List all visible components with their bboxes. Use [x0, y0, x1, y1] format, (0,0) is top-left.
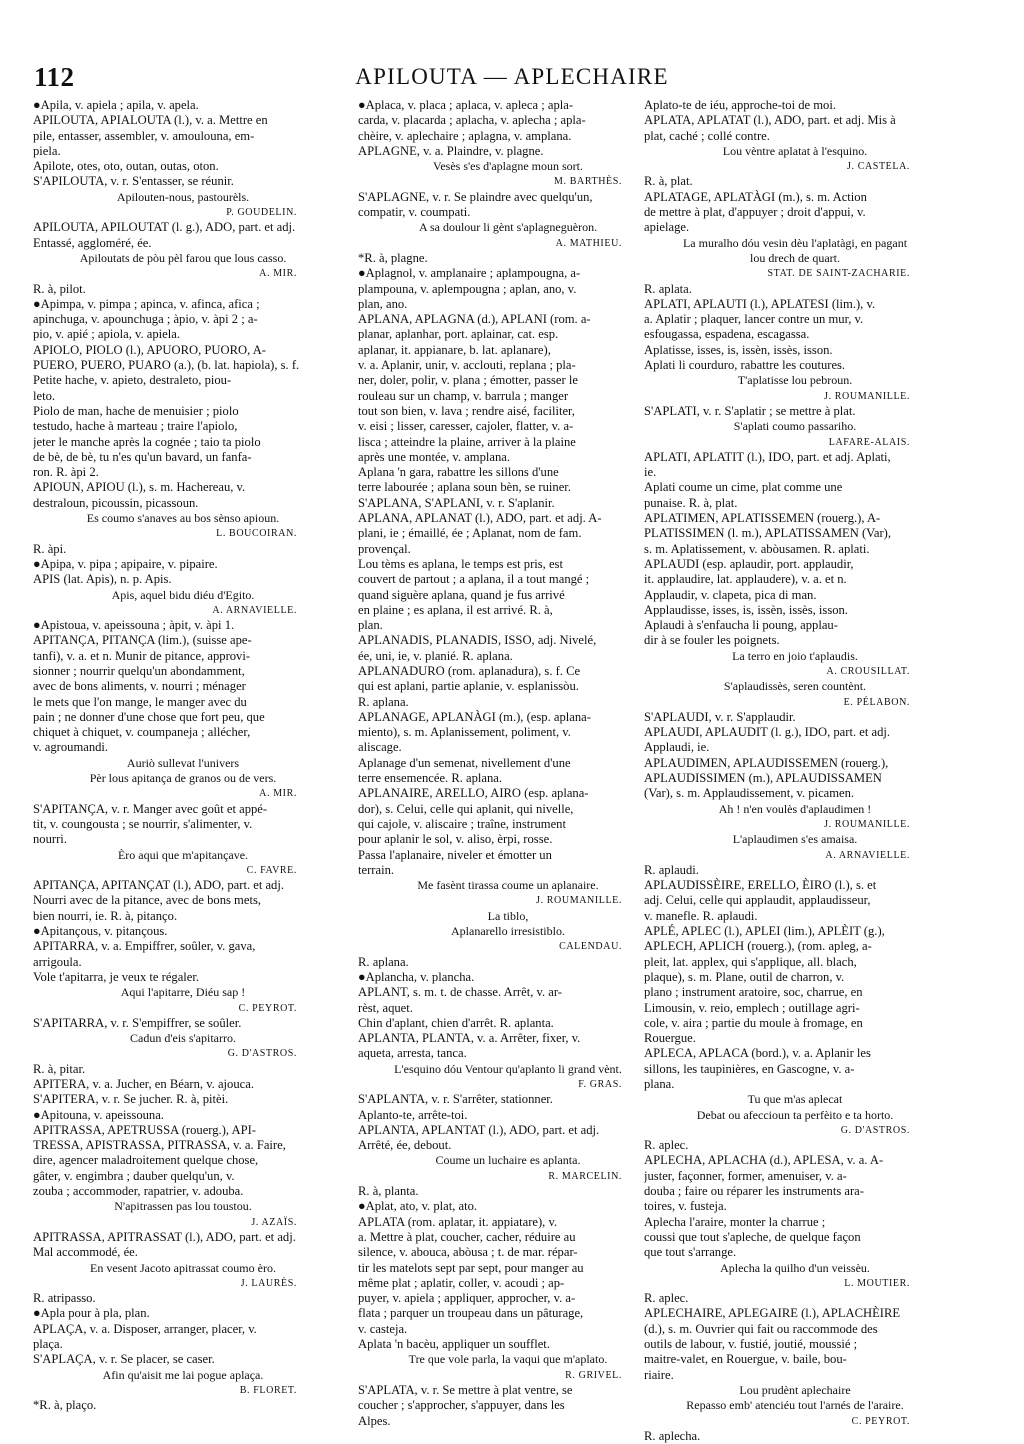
citation-author: J. ROUMANILLE.	[824, 390, 910, 402]
citation-author: J. CASTELA.	[847, 161, 910, 173]
entry-line: aqueta, arresta, tanca.	[358, 1046, 467, 1061]
citation-line: Èro aqui que m'apitançave.	[117, 847, 249, 862]
entry-line: planar, aplanhar, port. aplainar, cat. esp.	[358, 327, 559, 342]
citation-line: A sa doulour li gènt s'aplagneguèron.	[418, 220, 598, 235]
citation-author: C. PEYROT.	[851, 1415, 910, 1427]
entry-line: Mal accommodé, ée.	[33, 1245, 138, 1260]
citation-author: C. PEYROT.	[238, 1002, 297, 1014]
citation-line: L'esquino dóu Ventour qu'aplanto li grand vènt.	[394, 1061, 622, 1076]
entry-line: S'APITANÇA, v. r. Manger avec goût et appé-	[33, 801, 268, 816]
citation-line: Aplecha la quilho d'un veissèu.	[720, 1260, 870, 1275]
entry-line: rouleau sur un champ, v. barrula ; manger	[358, 388, 569, 403]
entry-line: PUERO, PUERO, PUARO (a.), (b. lat. hapiola), s. f.	[33, 358, 300, 373]
entry-line: Entassé, aggloméré, ée.	[33, 235, 152, 250]
entry-line: aliscage.	[358, 740, 402, 755]
entry-line: maitre-valet, en Rouergue, v. baile, bou-	[644, 1352, 847, 1367]
entry-line: R. aplecha.	[644, 1428, 701, 1443]
entry-line: APLAUDIMEN, APLAUDISSEMEN (rouerg.),	[644, 755, 889, 770]
entry-line: terre labourée ; aplana soun bèn, se ruiner.	[358, 480, 571, 495]
entry-line: Rouergue.	[644, 1031, 696, 1046]
entry-line: ●Apitançous, v. pitançous.	[33, 924, 168, 939]
entry-line: tir les matelots sept par sept, pour manger au	[358, 1260, 584, 1275]
entry-line: plan, ano.	[358, 296, 408, 311]
entry-line: plat, caché ; collé contre.	[644, 128, 770, 143]
running-title: APILOUTA — APLECHAIRE	[355, 64, 669, 89]
entry-line: flata ; parquer un troupeau dans un pâturage,	[358, 1306, 584, 1321]
citation-line: Pèr lous apitança de granos ou de vers.	[89, 771, 277, 786]
entry-line: APLANA, APLANAT (l.), ADO, part. et adj. A-	[358, 511, 602, 526]
entry-line: R. aplaudi.	[644, 862, 699, 877]
citation-line: S'aplaudissès, seren countènt.	[723, 679, 867, 694]
entry-line: Alpes.	[358, 1413, 391, 1428]
entry-line: R. aplec.	[644, 1138, 689, 1153]
entry-line: rèst, aquet.	[358, 1000, 413, 1015]
entry-line: pile, entasser, assembler, v. amoulouna, em-	[33, 128, 255, 143]
entry-line: ●Aplat, ato, v. plat, ato.	[358, 1199, 478, 1214]
entry-line: APLATI, APLAUTI (l.), APLATESI (lim.), v.	[644, 296, 876, 311]
entry-line: Nourri avec de la pitance, avec de bons mets,	[33, 893, 261, 908]
citation-author: R. GRIVEL.	[565, 1369, 622, 1381]
entry-line: APIOLO, PIOLO (l.), APUORO, PUORO, A-	[33, 342, 266, 357]
entry-line: APLATA, APLATAT (l.), ADO, part. et adj. Mis à	[644, 113, 896, 128]
column-right	[644, 98, 946, 1444]
entry-line: APLANADIS, PLANADIS, ISSO, adj. Nivelé,	[358, 633, 597, 648]
entry-line: avec de bons aliments, v. nourri ; ménager	[33, 679, 246, 694]
entry-line: s. m. Aplatissement, v. abòusamen. R. aplati.	[644, 541, 870, 556]
column-middle	[358, 98, 658, 1429]
entry-line: ●Aplancha, v. plancha.	[358, 969, 475, 984]
entry-line: piela.	[33, 143, 61, 158]
entry-line: pio, v. apié ; apiola, v. apiela.	[33, 327, 180, 342]
entry-line: qui est aplani, partie aplanie, v. esplanissòu.	[358, 679, 579, 694]
entry-line: ●Apistoua, v. apeissouna ; àpit, v. àpi 1.	[33, 618, 235, 633]
entry-line: bien nourri, ie. R. à, pitanço.	[33, 908, 178, 923]
entry-line: PLATISSIMEN (l. m.), APLATISSAMEN (Var),	[644, 526, 891, 541]
entry-line: jeter le manche après la cognée ; taio ta piolo	[33, 434, 261, 449]
entry-line: ●Apila, v. apiela ; apila, v. apela.	[33, 98, 199, 112]
entry-line: APLECH, APLICH (rouerg.), (rom. apleg, a-	[644, 939, 872, 954]
entry-line: toires, v. fusteja.	[644, 1199, 727, 1214]
entry-line: chiquet à chiquet, v. coumpaneja ; allécher,	[33, 725, 251, 740]
entry-line: le mets que l'on mange, le manger avec du	[33, 694, 247, 709]
citation-line: Apiloutats de pòu pèl farou que lous casso.	[79, 250, 287, 265]
entry-line: ●Apimpa, v. pimpa ; apinca, v. afinca, afica ;	[33, 296, 260, 311]
entry-line: *R. à, plagne.	[358, 250, 428, 265]
entry-line: apinchuga, v. apounchuga ; àpio, v. àpi 2 ; a-	[33, 312, 258, 327]
entry-line: ●Aplaca, v. placa ; aplaca, v. apleca ; apla-	[358, 98, 574, 112]
entry-line: a. Aplatir ; plaquer, lancer contre un mur, v.	[644, 312, 864, 327]
entry-line: terre ensemencée. R. aplana.	[358, 771, 503, 786]
entry-line: ie.	[644, 465, 657, 480]
citation-author: L. BOUCOIRAN.	[216, 528, 297, 540]
entry-line: riaire.	[644, 1367, 674, 1382]
entry-line: Aplatisse, isses, is, issèn, issès, isson.	[644, 342, 833, 357]
citation-line: Vesès s'es d'aplagne moun sort.	[433, 159, 583, 174]
entry-line: que tout s'arrange.	[644, 1245, 737, 1260]
entry-line: APITRASSA, APETRUSSA (rouerg.), API-	[33, 1122, 256, 1137]
entry-line: TRESSA, APISTRASSA, PITRASSA, v. a. Faire,	[33, 1138, 286, 1153]
entry-line: tanfi), v. a. et n. Munir de pitance, approvi-	[33, 648, 251, 663]
entry-line: APIS (lat. Apis), n. p. Apis.	[33, 572, 172, 587]
entry-line: carda, v. placarda ; aplacha, v. aplecha ; apla-	[358, 113, 586, 128]
entry-line: S'APITERA, v. r. Se jucher. R. à, pitèi.	[33, 1092, 229, 1107]
citation-author: F. GRAS.	[578, 1079, 622, 1090]
entry-line: APLANTA, APLANTAT (l.), ADO, part. et adj.	[358, 1122, 600, 1137]
entry-line: APITANÇA, PITANÇA (lim.), (suisse ape-	[33, 633, 252, 648]
citation-author: J. ROUMANILLE.	[824, 818, 910, 830]
entry-line: ner, doler, polir, v. plana ; émotter, passer le	[358, 373, 578, 388]
entry-line: Piolo de man, hache de menuisier ; piolo	[33, 403, 239, 418]
entry-line: dir à se fouler les poignets.	[644, 633, 780, 648]
entry-line: Aplana 'n gara, rabattre les sillons d'une	[358, 465, 559, 480]
entry-line: (Var), s. m. Applaudissement, v. picamen.	[644, 786, 855, 801]
entry-line: tout son bien, v. lava ; rendre aisé, faciliter,	[358, 403, 575, 418]
entry-line: R. aplec.	[644, 1291, 689, 1306]
entry-line: APLAUDI (esp. aplaudir, port. applaudir,	[644, 556, 854, 571]
entry-line: APITANÇA, APITANÇAT (l.), ADO, part. et adj.	[33, 878, 285, 893]
entry-line: R. aplana.	[358, 694, 409, 709]
entry-line: Applaudi, ie.	[644, 740, 710, 755]
entry-line: S'APLAGNE, v. r. Se plaindre avec quelqu'un,	[358, 189, 593, 204]
entry-line: sillons, les taupinières, en Gascogne, v. a-	[644, 1061, 855, 1076]
entry-line: compatir, v. coumpati.	[358, 205, 471, 220]
entry-line: R. atripasso.	[33, 1291, 96, 1306]
citation-line: Auriò sullevat l'univers	[126, 755, 240, 770]
entry-line: Applaudisse, isses, is, issèn, issès, isson.	[644, 602, 848, 617]
entry-line: plaça.	[33, 1337, 63, 1352]
entry-line: S'APITARRA, v. r. S'empiffrer, se soûler.	[33, 1015, 242, 1030]
entry-line: v. casteja.	[358, 1321, 408, 1336]
entry-line: pleit, lat. applex, qui s'applique, all. blach,	[644, 954, 857, 969]
entry-line: tit, v. coungousta ; se nourrir, s'alimenter, v.	[33, 816, 253, 831]
entry-line: leto.	[33, 388, 56, 403]
entry-line: APIOUN, APIOU (l.), s. m. Hachereau, v.	[33, 480, 246, 495]
entry-line: sionner ; nourrir quelqu'un abondamment,	[33, 663, 245, 678]
entry-line: Aplati li courduro, rabattre les coutures.	[644, 358, 846, 373]
entry-line: APLAGNE, v. a. Plaindre, v. plagne.	[358, 143, 544, 158]
entry-line: ●Apitouna, v. apeissouna.	[33, 1107, 164, 1122]
entry-line: Aplata 'n bacèu, appliquer un soufflet.	[358, 1337, 550, 1352]
page-number: 112	[34, 62, 75, 92]
entry-line: plano ; instrument aratoire, soc, charrue, en	[644, 985, 863, 1000]
entry-line: dire, agencer maladroitement quelque chose,	[33, 1153, 259, 1168]
entry-line: S'APLANTA, v. r. S'arrêter, stationner.	[358, 1092, 553, 1107]
entry-line: S'APLAÇA, v. r. Se placer, se caser.	[33, 1352, 215, 1367]
entry-line: R. aplana.	[358, 954, 409, 969]
entry-line: APLÉ, APLEC (l.), APLEI (lim.), APLÈIT (g.),	[644, 924, 885, 939]
citation-author: E. PÉLABON.	[843, 696, 910, 708]
entry-line: APLAUDISSIMEN (m.), APLAUDISSAMEN	[644, 771, 882, 786]
citation-line: Apis, aquel bidu diéu d'Egito.	[111, 587, 255, 602]
entry-line: silence, v. abouca, abòusa ; t. de mar. répar-	[358, 1245, 578, 1260]
citation-author: M. BARTHÈS.	[554, 176, 622, 188]
entry-line: dor), s. Celui, celle qui aplanit, qui nivelle,	[358, 801, 574, 816]
citation-line: Tre que vole parla, la vaqui que m'aplato.	[408, 1352, 608, 1367]
entry-line: APILOUTA, APIALOUTA (l.), v. a. Mettre en	[33, 113, 268, 128]
citation-author: STAT. DE SAINT-ZACHARIE.	[767, 268, 910, 280]
entry-line: APLANADURO (rom. aplanadura), s. f. Ce	[358, 663, 581, 678]
entry-line: APLANA, APLAGNA (d.), APLANI (rom. a-	[358, 312, 591, 327]
entry-line: APITERA, v. a. Jucher, en Béarn, v. ajouca.	[33, 1077, 254, 1091]
entry-line: provençal.	[358, 541, 411, 556]
citation-line: Tu que m'as aplecat	[747, 1092, 843, 1107]
entry-line: puyer, v. apiela ; appliquer, approcher, v. a-	[358, 1291, 576, 1306]
entry-line: Chin d'aplant, chien d'arrêt. R. aplanta.	[358, 1015, 554, 1030]
entry-line: gâter, v. engimbra ; dauber quelqu'un, v.	[33, 1168, 235, 1183]
citation-author: R. MARCELIN.	[548, 1170, 622, 1182]
entry-line: plampouna, v. aplempougna ; aplan, ano, v.	[358, 281, 577, 296]
entry-line: ●Apipa, v. pipa ; apipaire, v. pipaire.	[33, 556, 218, 571]
entry-line: APLATAGE, APLATÀGI (m.), s. m. Action	[644, 189, 867, 204]
entry-line: plani, ie ; émaillé, ée ; Aplanat, nom de fam.	[358, 526, 582, 541]
entry-line: (d.), s. m. Ouvrier qui fait ou raccommode des	[644, 1321, 878, 1336]
entry-line: cole, v. aira ; partie du moule à fromage, en	[644, 1015, 863, 1030]
citation-author: A. MIR.	[259, 788, 297, 800]
entry-line: it. applaudire, lat. applaudere), v. a. et n.	[644, 572, 847, 587]
citation-author: G. D'ASTROS.	[840, 1124, 910, 1136]
citation-line: S'aplati coumo passariho.	[733, 419, 857, 434]
entry-line: APLECHA, APLACHA (d.), APLESA, v. a. A-	[644, 1153, 884, 1168]
entry-line: ée, uni, ie, v. planié. R. aplana.	[358, 648, 513, 663]
entry-line: S'APILOUTA, v. r. S'entasser, se réunir.	[33, 174, 234, 189]
entry-line: S'APLANA, S'APLANI, v. r. S'aplanir.	[358, 495, 555, 510]
citation-line: En vesent Jacoto apitrassat coumo èro.	[90, 1260, 276, 1275]
citation-line: Afin qu'aisit me lai pogue aplaça.	[102, 1367, 264, 1382]
entry-line: Aplecha l'araire, monter la charrue ;	[644, 1214, 826, 1229]
entry-line: plan.	[358, 618, 383, 633]
entry-line: quand siguère aplana, quand je fus arrivé	[358, 587, 565, 602]
citation-author: A. CROUSILLAT.	[826, 665, 910, 677]
citation-line: Apilouten-nous, pastourèls.	[116, 189, 250, 204]
entry-line: de bè, de bè, tu n'es qu'un bavard, un fanfa-	[33, 449, 252, 464]
citation-author: CALENDAU.	[559, 941, 622, 953]
entry-line: S'APLAUDI, v. r. S'applaudir.	[644, 709, 796, 724]
entry-line: APITARRA, v. a. Empiffrer, soûler, v. gava,	[33, 939, 256, 954]
entry-line: R. à, pilot.	[33, 281, 86, 296]
citation-line: Me fasènt tirassa coume un aplanaire.	[417, 878, 599, 893]
entry-line: *R. à, plaço.	[33, 1398, 97, 1413]
entry-line: arrigoula.	[33, 954, 82, 969]
entry-line: punaise. R. à, plat.	[644, 495, 738, 510]
entry-line: adj. Celui, celle qui applaudit, applaudisseur,	[644, 893, 871, 908]
entry-line: après une montée, v. amplana.	[358, 449, 510, 464]
entry-line: plaque), s. m. Plane, outil de charron, v.	[644, 969, 845, 984]
entry-line: v. a. Aplanir, unir, v. acclouti, replana ; pla-	[358, 358, 576, 373]
entry-line: APILOUTA, APILOUTAT (l. g.), ADO, part. et adj.	[33, 220, 296, 235]
entry-line: Lou tèms es aplana, le temps est pris, est	[358, 556, 563, 571]
entry-line: douba ; faire ou réparer les instruments ara-	[644, 1184, 864, 1199]
entry-line: Aplato-te de iéu, approche-toi de moi.	[644, 98, 836, 112]
entry-line: juster, façonner, former, amenuiser, v. a-	[644, 1168, 847, 1183]
entry-line: APLATIMEN, APLATISSEMEN (rouerg.), A-	[644, 511, 881, 526]
entry-line: APLAUDI, APLAUDIT (l. g.), IDO, part. et adj.	[644, 725, 891, 740]
entry-line: a. Mettre à plat, coucher, cacher, réduire au	[358, 1229, 576, 1244]
citation-author: L. MOUTIER.	[844, 1277, 910, 1289]
citation-line: La muralho dóu vesin dèu l'aplatàgi, en pagant	[682, 235, 908, 250]
entry-line: R. àpi.	[33, 541, 67, 556]
entry-line: Arrêté, ée, debout.	[358, 1138, 452, 1153]
entry-line: S'APLATI, v. r. S'aplatir ; se mettre à plat.	[644, 403, 856, 418]
citation-line: lou drech de quart.	[750, 250, 840, 265]
entry-line: Limousin, v. reio, emplech ; outillage agri-	[644, 1000, 860, 1015]
entry-line: testudo, hache à marteau ; traire l'apiolo,	[33, 419, 238, 434]
entry-line: Petite hache, v. apieto, destraleto, piou-	[33, 373, 232, 388]
entry-line: apielage.	[644, 220, 690, 235]
entry-line: R. à, planta.	[358, 1184, 419, 1199]
entry-line: lisca ; atteindre la plaine, arriver à la plaine	[358, 434, 576, 449]
entry-line: coussi que tout s'apleche, de quelque façon	[644, 1229, 861, 1244]
entry-line: APLATI, APLATIT (l.), IDO, part. et adj. Aplati,	[644, 449, 891, 464]
entry-line: APLECHAIRE, APLEGAIRE (l.), APLACHÈIRE	[644, 1306, 901, 1321]
entry-line: APLANTA, PLANTA, v. a. Arrêter, fixer, v.	[358, 1031, 581, 1046]
entry-line: pour aplanir le sol, v. aliso, èrpi, rosse.	[358, 832, 553, 847]
citation-line: Lou prudènt aplechaire	[739, 1382, 851, 1397]
entry-line: miento), s. m. Aplanissement, poliment, v.	[358, 725, 571, 740]
citation-line: Aplanarello irresistiblo.	[451, 924, 565, 939]
entry-line: APLAÇA, v. a. Disposer, arranger, placer, v.	[33, 1321, 257, 1336]
entry-line: Aplanto-te, arrête-toi.	[358, 1107, 468, 1122]
entry-line: v. manefle. R. aplaudi.	[644, 908, 758, 923]
entry-line: Aplanage d'un semenat, nivellement d'une	[358, 755, 571, 770]
citation-author: A. MATHIEU.	[555, 237, 622, 249]
entry-line: ron. R. àpi 2.	[33, 465, 99, 480]
citation-line: Lou vèntre aplatat à l'esquino.	[722, 143, 868, 158]
entry-line: outils de labour, v. fustié, joutié, moussié ;	[644, 1337, 858, 1352]
entry-line: Passa l'aplanaire, niveler et émotter un	[358, 847, 552, 862]
entry-line: qui cajole, v. aliscaire ; traîne, instrument	[358, 816, 566, 831]
entry-line: nourri.	[33, 832, 67, 847]
citation-line: La tiblo,	[487, 908, 529, 923]
citation-line: T'aplatisse lou pebroun.	[737, 373, 853, 388]
entry-line: Vole t'apitarra, je veux te régaler.	[33, 969, 200, 984]
citation-line: Ah ! n'en voulès d'aplaudimen !	[718, 801, 872, 816]
entry-line: de mettre à plat, d'appuyer ; droit d'appui, v.	[644, 205, 866, 220]
citation-line: La terro en joio t'aplaudis.	[732, 648, 858, 663]
entry-line: en plaine ; es aplana, il est arrivé. R. à,	[358, 602, 553, 617]
entry-line: Aplaudi à s'enfaucha li poung, applau-	[644, 618, 838, 633]
entry-line: terrain.	[358, 862, 395, 877]
citation-author: LAFARE-ALAIS.	[828, 436, 910, 448]
entry-line: ●Aplagnol, v. amplanaire ; aplampougna, a-	[358, 266, 581, 281]
entry-line: R. aplata.	[644, 281, 692, 296]
entry-line: pain ; ne donner d'une chose que fort peu, que	[33, 709, 265, 724]
citation-line: L'aplaudimen s'es amaisa.	[732, 832, 858, 847]
citation-author: B. FLORET.	[239, 1384, 297, 1396]
entry-line: APLATA (rom. aplatar, it. appiatare), v.	[358, 1214, 558, 1229]
entry-line: esfougassa, espadena, escagassa.	[644, 327, 810, 342]
entry-line: S'APLATA, v. r. Se mettre à plat ventre, se	[358, 1382, 573, 1397]
entry-line: APLAUDISSÈIRE, ERELLO, ÈIRO (l.), s. et	[644, 878, 877, 893]
entry-line: Apilote, otes, oto, outan, outas, oton.	[33, 159, 219, 174]
citation-line: Aqui l'apitarre, Diéu sap !	[120, 985, 246, 1000]
entry-line: coucher ; s'approcher, s'appuyer, dans les	[358, 1398, 565, 1413]
entry-line: destraloun, picoussin, picassoun.	[33, 495, 199, 510]
entry-line: Applaudir, v. clapeta, pica di man.	[644, 587, 817, 602]
citation-line: Repasso emb' atenciéu tout l'arnés de l'araire.	[686, 1398, 904, 1413]
entry-line: zouba ; accommoder, rapatrier, v. adouba.	[33, 1184, 244, 1199]
citation-author: J. LAURÈS.	[240, 1277, 297, 1289]
entry-line: plana.	[644, 1077, 675, 1091]
citation-author: J. AZAÏS.	[251, 1216, 297, 1228]
entry-line: R. à, pitar.	[33, 1061, 86, 1076]
entry-line: APLANT, s. m. t. de chasse. Arrêt, v. ar-	[358, 985, 562, 1000]
citation-line: Debat ou afeccioun ta perfèito e ta horto.	[696, 1107, 894, 1122]
entry-line: couvert de partout ; a aplana, il a tout mangé ;	[358, 572, 590, 587]
entry-line: ●Apla pour à pla, plan.	[33, 1306, 150, 1321]
entry-line: APLECA, APLACA (bord.), v. a. Aplanir les	[644, 1046, 871, 1061]
citation-line: N'apitrassen pas lou toustou.	[114, 1199, 252, 1214]
entry-line: APLANAGE, APLANÀGI (m.), (esp. aplana-	[358, 709, 591, 724]
citation-author: P. GOUDELIN.	[226, 207, 297, 219]
citation-line: Es coumo s'anaves au bos sènso apioun.	[86, 511, 280, 526]
citation-author: A. ARNAVIELLE.	[825, 849, 910, 861]
citation-line: Coume un luchaire es aplanta.	[435, 1153, 581, 1168]
citation-author: J. ROUMANILLE.	[536, 895, 622, 907]
citation-author: C. FAVRE.	[246, 864, 297, 876]
citation-author: A. ARNAVIELLE.	[212, 604, 297, 616]
entry-line: R. à, plat.	[644, 174, 693, 189]
entry-line: aplanar, it. appianare, b. lat. aplanare),	[358, 342, 551, 357]
entry-line: APITRASSA, APITRASSAT (l.), ADO, part. et adj.	[33, 1229, 296, 1244]
citation-line: Cadun d'eis s'apitarro.	[130, 1031, 236, 1046]
entry-line: v. agroumandi.	[33, 740, 109, 755]
entry-line: Aplati coume un cime, plat comme une	[644, 480, 843, 495]
column-left	[33, 98, 333, 1414]
citation-author: G. D'ASTROS.	[227, 1048, 297, 1060]
entry-line: APLANAIRE, ARELLO, AIRO (esp. aplana-	[358, 786, 589, 801]
entry-line: chèire, v. aplechaire ; aplagna, v. amplana.	[358, 128, 572, 143]
citation-author: A. MIR.	[259, 268, 297, 280]
entry-line: même plat ; aplatir, coller, v. acoudi ; ap-	[358, 1275, 565, 1290]
entry-line: v. eisi ; lisser, caresser, cajoler, flatter, v. a-	[358, 419, 574, 434]
